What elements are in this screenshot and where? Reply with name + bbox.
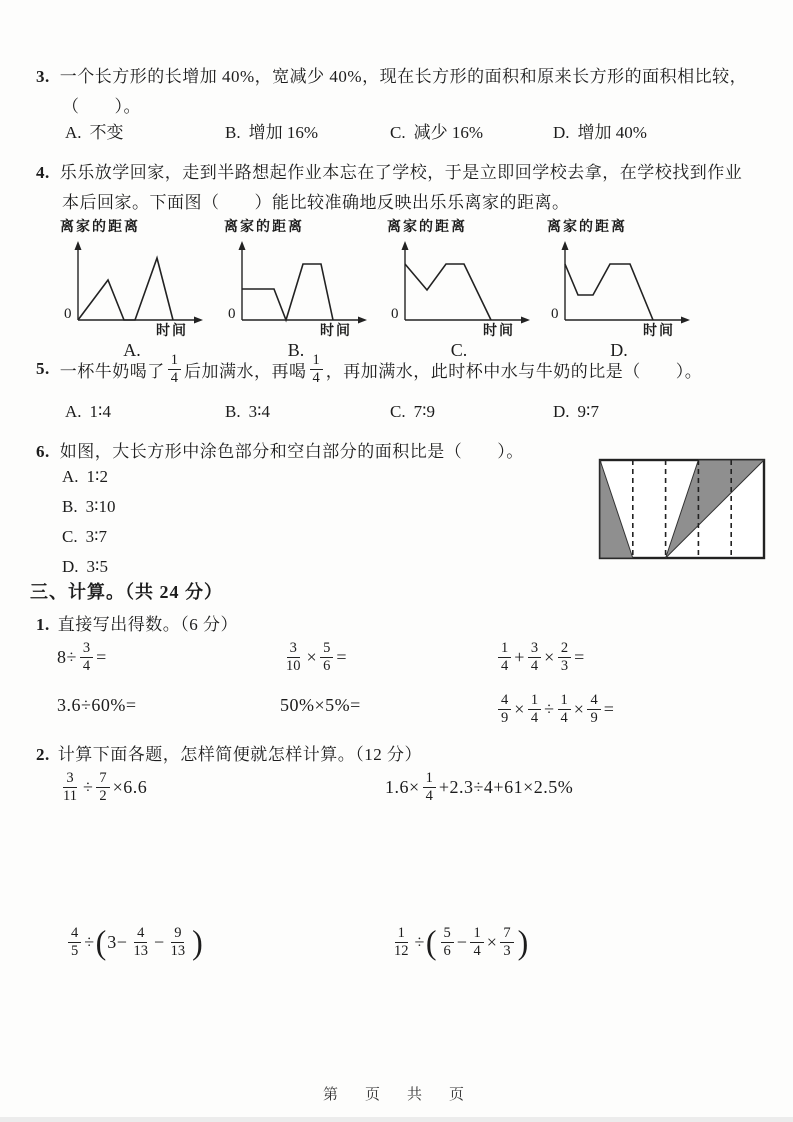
option-a <box>65 402 111 422</box>
option-a-text: 1∶4 <box>89 402 111 421</box>
scan-edge-artifact <box>0 1117 793 1122</box>
graph-d-curve <box>565 264 653 320</box>
option-c-text: 7∶9 <box>413 402 436 421</box>
option-b-text: 3∶10 <box>85 497 116 516</box>
graph-b-plot <box>222 236 372 339</box>
question-5-text: 一杯牛奶喝了 $\frac{1}{4}$ 后加满水，再喝 $\frac{1}{4}$ ，再加满水，此时杯中水与牛奶的比是（ ）。 <box>59 352 703 386</box>
option-a-label: A. <box>62 467 79 486</box>
question-3-line1 <box>36 62 747 87</box>
graph-c-xlabel: 时间 <box>483 324 515 339</box>
calc-2-number: 2. <box>36 745 50 764</box>
option-b-label: B. <box>225 123 241 142</box>
calc-1-title <box>36 610 238 635</box>
question-4-line2: 本后回家。下面图（ ）能比较准确地反映出乐乐离家的距离。 <box>62 193 570 212</box>
option-d-text: 3∶5 <box>86 557 108 576</box>
option-b-text: 增加 16% <box>248 123 319 142</box>
graph-d-ylabel: 离家的距离 <box>547 220 627 235</box>
option-b-text: 3∶4 <box>248 402 271 421</box>
graph-b-ylabel: 离家的距离 <box>224 220 304 235</box>
question-3-text: 一个长方形的长增加 40%，宽减少 40%，现在长方形的面积和原来长方形的面积相比较， <box>59 67 748 86</box>
question-5-line <box>36 352 702 386</box>
graph-c-plot <box>385 236 535 339</box>
graph-option-b <box>222 216 380 361</box>
option-b <box>62 492 116 522</box>
graph-option-c <box>385 216 543 361</box>
option-a <box>62 462 116 492</box>
option-d-label: D. <box>62 557 79 576</box>
calc-1-number: 1. <box>36 615 50 634</box>
option-d-label: D. <box>553 123 570 142</box>
question-6-options <box>62 462 116 582</box>
option-a-text: 1∶2 <box>86 467 108 486</box>
option-a-label: A. <box>65 123 82 142</box>
graph-b-origin: 0 <box>228 306 236 322</box>
question-5-options <box>0 402 793 428</box>
calc-expression: $\frac{1}{4}$ + $\frac{3}{4}$ × $\frac{2}{3}$ = <box>495 640 585 674</box>
calc-2-text: 计算下面各题，怎样简便就怎样计算。（12 分） <box>57 745 422 764</box>
option-b <box>225 402 270 422</box>
graph-b-xlabel: 时间 <box>320 324 352 339</box>
option-a-label: A. <box>65 402 82 421</box>
option-c <box>62 522 116 552</box>
graph-c-letter: C. <box>450 340 468 360</box>
option-c <box>390 402 435 422</box>
page-footer: 第 页 共 页 <box>322 1087 470 1103</box>
graph-a-curve <box>78 258 173 320</box>
graph-d-letter: D. <box>610 340 628 360</box>
graph-a-xlabel: 时间 <box>156 324 188 339</box>
calc-expression: $\frac{4}{9}$ × $\frac{1}{4}$ ÷ $\frac{1}{4}$ × $\frac{4}{9}$ = <box>495 692 614 726</box>
option-d <box>553 402 599 422</box>
option-c-label: C. <box>62 527 78 546</box>
option-b-label: B. <box>62 497 78 516</box>
section-3-title: 三、计算。（共 24 分） <box>30 582 223 602</box>
calc-expression: $\frac{1}{12}$ ÷ ( $\frac{5}{6}$ − $\frac{1}{4}$ × $\frac{7}{3}$ ) <box>394 922 529 961</box>
option-a <box>65 118 124 143</box>
graph-b-curve <box>242 264 333 320</box>
graph-b-letter: B. <box>287 340 305 360</box>
graph-d-origin: 0 <box>551 306 559 322</box>
calc-expression: 3.6÷60%= <box>57 695 137 715</box>
calc-expression: $\frac{3}{11}$ ÷ $\frac{7}{2}$ ×6.6 <box>63 770 148 804</box>
option-c-label: C. <box>390 123 406 142</box>
calc-expression: 8÷ $\frac{3}{4}$ = <box>57 640 107 674</box>
calc-expression: 50%×5%= <box>280 695 361 715</box>
graph-option-a <box>58 216 216 361</box>
question-4-text: 乐乐放学回家，走到半路想起作业本忘在了学校，于是立即回学校去拿，在学校找到作业 <box>59 163 743 182</box>
question-4-number: 4. <box>36 163 50 182</box>
calc-1-text: 直接写出得数。（6 分） <box>57 615 238 634</box>
calc-expression: 1.6× $\frac{1}{4}$ +2.3÷4+61×2.5% <box>385 770 574 804</box>
calc-2-title <box>36 740 422 765</box>
option-c-text: 减少 16% <box>413 123 484 142</box>
question-4-line1 <box>36 158 742 183</box>
option-c <box>390 118 483 143</box>
calc-expression: $\frac{4}{5}$ ÷ ( 3− $\frac{4}{13}$ − $\frac{9}{13}$ ) <box>65 925 204 959</box>
option-a-text: 不变 <box>89 123 124 142</box>
graph-a-letter: A. <box>123 340 141 360</box>
option-d-text: 增加 40% <box>577 123 647 142</box>
option-b-label: B. <box>225 402 241 421</box>
question-5-number: 5. <box>36 359 50 379</box>
option-d-text: 9∶7 <box>577 402 599 421</box>
graph-d-xlabel: 时间 <box>643 324 675 339</box>
question-3-options <box>0 118 793 144</box>
graph-a-plot <box>58 236 208 339</box>
option-c-label: C. <box>390 402 406 421</box>
question-3-number: 3. <box>36 67 50 86</box>
option-c-text: 3∶7 <box>85 527 108 546</box>
graph-a-ylabel: 离家的距离 <box>60 220 140 235</box>
question-6-figure <box>598 458 766 565</box>
question-6-number: 6. <box>36 442 50 461</box>
option-d <box>553 118 647 143</box>
question-3-line2: （ ）。 <box>62 97 141 116</box>
graph-d-plot <box>545 236 695 339</box>
graph-c-ylabel: 离家的距离 <box>387 220 467 235</box>
graph-a-origin: 0 <box>64 306 72 322</box>
question-6-text: 如图，大长方形中涂色部分和空白部分的面积比是（ ）。 <box>59 442 524 461</box>
calc-expression: $\frac{3}{10}$ × $\frac{5}{6}$ = <box>286 640 348 674</box>
option-b <box>225 118 318 143</box>
graph-c-curve <box>405 264 491 320</box>
graph-option-d <box>545 216 703 361</box>
question-6-line <box>36 437 524 462</box>
graph-c-origin: 0 <box>391 306 399 322</box>
rectangle-figure-svg <box>598 458 766 560</box>
option-d-label: D. <box>553 402 570 421</box>
